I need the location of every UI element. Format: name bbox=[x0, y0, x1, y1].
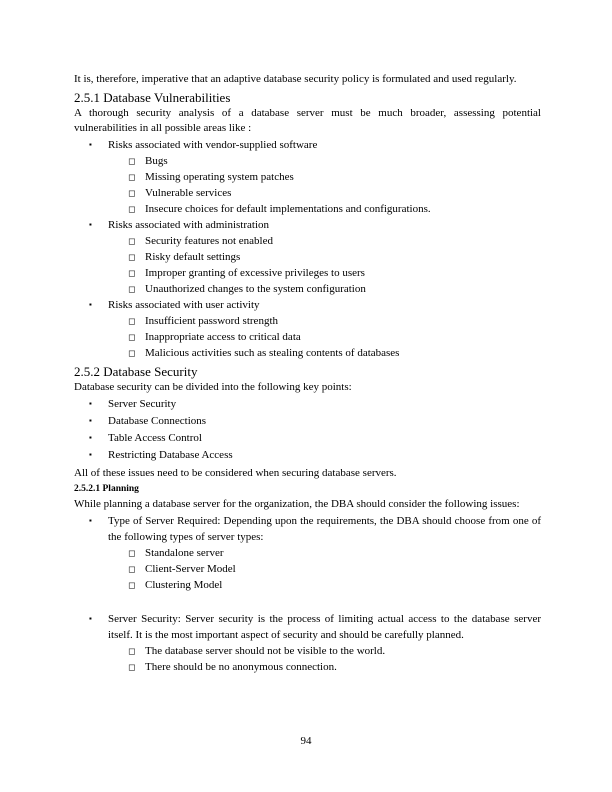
hollow-square-bullet-icon: ◻ bbox=[128, 251, 136, 262]
hollow-square-bullet-icon: ◻ bbox=[128, 283, 136, 294]
sub-list-item: ◻ Missing operating system patches bbox=[128, 170, 294, 183]
sub-list-item: ◻ Bugs bbox=[128, 154, 168, 167]
square-bullet-icon: ▪ bbox=[89, 139, 92, 149]
hollow-square-bullet-icon: ◻ bbox=[128, 646, 136, 656]
hollow-square-bullet-icon: ◻ bbox=[128, 662, 136, 672]
sub-list-item: ◻ Vulnerable services bbox=[128, 186, 232, 199]
hollow-square-bullet-icon: ◻ bbox=[128, 235, 136, 246]
list-item-label: Risks associated with administration bbox=[108, 218, 270, 231]
section-2-5-2-closing: All of these issues need to be considered when securing database servers. bbox=[74, 467, 397, 479]
vulnerability-list bbox=[74, 137, 541, 361]
hollow-square-bullet-icon: ◻ bbox=[128, 267, 136, 278]
list-spacer bbox=[74, 593, 541, 611]
list-item-label: Type of Server Required: Depending upon the requirements, the DBA should choose from one of the following types of server types: bbox=[108, 515, 541, 543]
sub-list-item: ◻ Improper granting of excessive privileges to users bbox=[128, 266, 365, 279]
page-body bbox=[74, 72, 541, 675]
sub-list-item: ◻ Insecure choices for default implementations and configurations. bbox=[128, 202, 431, 215]
sub-list-item: ◻ Standalone server bbox=[128, 547, 224, 559]
list-item: ▪ Restricting Database Access bbox=[89, 449, 233, 461]
square-bullet-icon: ▪ bbox=[89, 416, 92, 425]
section-heading-2-5-1: 2.5.1 Database Vulnerabilities bbox=[74, 89, 231, 105]
square-bullet-icon: ▪ bbox=[89, 219, 92, 229]
sub-list-item: ◻ Risky default settings bbox=[128, 250, 241, 263]
sub-list-item: ◻ Unauthorized changes to the system configuration bbox=[128, 282, 366, 295]
list-item bbox=[74, 217, 541, 297]
list-item: ▪ Database Connections bbox=[89, 415, 207, 427]
list-item-label: Server Security: Server security is the process of limiting actual access to the database server itself. It is the most important aspect of security and should be carefully planned. bbox=[108, 613, 541, 641]
square-bullet-icon: ▪ bbox=[89, 299, 92, 309]
hollow-square-bullet-icon: ◻ bbox=[128, 347, 136, 358]
sub-list-item: ◻ Inappropriate access to critical data bbox=[128, 330, 301, 343]
hollow-square-bullet-icon: ◻ bbox=[128, 315, 136, 326]
list-item: ▪ Table Access Control bbox=[89, 432, 202, 444]
hollow-square-bullet-icon: ◻ bbox=[128, 187, 136, 198]
intro-paragraph: It is, therefore, imperative that an adaptive database security policy is formulated and used regularly. bbox=[74, 73, 517, 85]
hollow-square-bullet-icon: ◻ bbox=[128, 548, 136, 558]
section-2-5-2-intro: Database security can be divided into the following key points: bbox=[74, 380, 352, 393]
square-bullet-icon: ▪ bbox=[89, 399, 92, 408]
sub-list-item: ◻ Malicious activities such as stealing contents of databases bbox=[128, 346, 400, 359]
square-bullet-icon: ▪ bbox=[89, 516, 92, 525]
sub-list-item: ◻ Clustering Model bbox=[128, 579, 223, 591]
list-item bbox=[74, 297, 541, 361]
section-2-5-1-intro: A thorough security analysis of a database server must be much broader, assessing potential vulnerabilities in all possible areas like : bbox=[74, 106, 541, 134]
hollow-square-bullet-icon: ◻ bbox=[128, 564, 136, 574]
hollow-square-bullet-icon: ◻ bbox=[128, 203, 136, 214]
list-item-label: Risks associated with user activity bbox=[108, 298, 260, 311]
list-item bbox=[74, 611, 541, 675]
key-points-list bbox=[74, 396, 541, 464]
square-bullet-icon: ▪ bbox=[89, 433, 92, 442]
hollow-square-bullet-icon: ◻ bbox=[128, 155, 136, 166]
list-item bbox=[74, 513, 541, 593]
hollow-square-bullet-icon: ◻ bbox=[128, 171, 136, 182]
sub-list bbox=[128, 643, 541, 675]
sub-list-item: ◻ Insufficient password strength bbox=[128, 314, 278, 327]
sub-list-item: ◻ Client-Server Model bbox=[128, 563, 236, 575]
page-number: 94 bbox=[300, 735, 312, 747]
sub-list-item: ◻ There should be no anonymous connection. bbox=[128, 661, 337, 673]
list-item: ▪ Server Security bbox=[89, 398, 177, 410]
sub-list bbox=[128, 545, 541, 593]
hollow-square-bullet-icon: ◻ bbox=[128, 580, 136, 590]
section-heading-2-5-2: 2.5.2 Database Security bbox=[74, 363, 198, 379]
sub-list-item: ◻ The database server should not be visible to the world. bbox=[128, 645, 386, 657]
sub-list bbox=[128, 313, 541, 361]
section-2-5-2-1-intro: While planning a database server for the organization, the DBA should consider the following issues: bbox=[74, 497, 520, 510]
square-bullet-icon: ▪ bbox=[89, 450, 92, 459]
section-heading-2-5-2-1: 2.5.2.1 Planning bbox=[74, 483, 139, 494]
square-bullet-icon: ▪ bbox=[89, 614, 92, 623]
sub-list-item: ◻ Security features not enabled bbox=[128, 234, 273, 247]
sub-list bbox=[128, 153, 541, 217]
planning-list bbox=[74, 513, 541, 675]
hollow-square-bullet-icon: ◻ bbox=[128, 331, 136, 342]
list-item-label: Risks associated with vendor-supplied software bbox=[108, 138, 318, 151]
sub-list bbox=[128, 233, 541, 297]
list-item bbox=[74, 137, 541, 217]
